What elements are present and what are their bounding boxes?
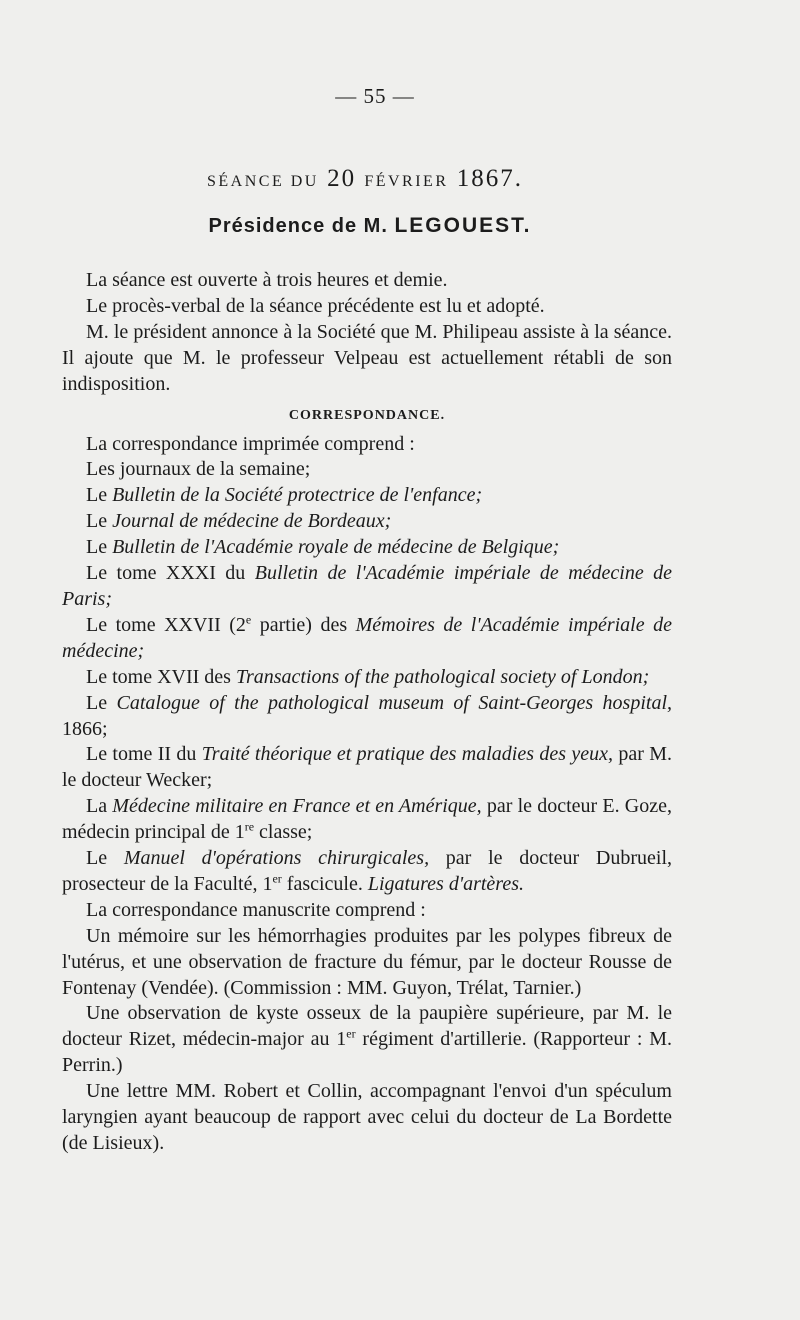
publication-title: Journal de médecine de Bordeaux;: [112, 510, 392, 533]
superscript: e: [245, 612, 252, 627]
session-title: [0, 165, 730, 193]
list-item: Une lettre MM. Robert et Collin, accompagnant l'envoi d'un spéculum laryngien ayant beaucoup de rapport avec celui du docteur de La Bordette (de Lisieux).: [62, 1080, 672, 1154]
opening-paragraph: La séance est ouverte à trois heures et demie.: [86, 269, 448, 291]
list-item: [62, 742, 672, 794]
list-item: [62, 483, 672, 509]
publication-title: Bulletin de la Société protectrice de l'enfance;: [112, 484, 483, 507]
publication-title: Traité théorique et pratique des maladies des yeux,: [201, 743, 613, 766]
presidency-prefix: Présidence de M.: [208, 215, 388, 237]
item-text: Le: [86, 510, 113, 533]
list-item: Les journaux de la semaine;: [86, 458, 311, 481]
publication-title: Bulletin de l'Académie impériale de médecine de Paris;: [62, 562, 673, 610]
item-text: partie) des: [251, 613, 356, 636]
superscript: er: [272, 871, 282, 886]
printed-correspondance-intro: La correspondance imprimée comprend :: [86, 432, 415, 455]
item-text: par le docteur Dubrueil, prosecteur de la Faculté, 1: [62, 847, 672, 895]
publication-title: Manuel d'opérations chirurgicales,: [123, 847, 430, 870]
list-item: [62, 509, 672, 535]
session-month: FÉVRIER: [364, 173, 449, 190]
superscript: er: [346, 1026, 356, 1041]
item-text: Le: [86, 691, 117, 714]
item-text: 1866;: [62, 717, 108, 740]
manuscript-correspondance-intro: La correspondance manuscrite comprend :: [86, 898, 426, 921]
session-prefix: SÉANCE DU: [206, 173, 319, 190]
item-text: par le docteur E. Goze, médecin principal de 1: [62, 795, 673, 844]
publication-title: Catalogue of the pathological museum of Saint-Georges hospital,: [116, 691, 672, 714]
list-item: [62, 561, 672, 613]
list-item: [62, 691, 672, 743]
item-text: La: [86, 795, 113, 818]
publication-title: Mémoires de l'Académie impériale de médecine;: [62, 613, 672, 662]
list-item: [62, 794, 672, 846]
session-day: 20: [327, 165, 357, 192]
item-text: Le tome XVII des: [86, 665, 236, 688]
list-item: [62, 613, 672, 665]
superscript: re: [244, 819, 255, 834]
page-number: — 55 —: [335, 84, 415, 108]
correspondance-heading: CORRESPONDANCE.: [288, 407, 446, 423]
item-text: Le tome II du: [86, 743, 202, 766]
list-item: Un mémoire sur les hémorrhagies produites par les polypes fibreux de l'utérus, et une observation de fracture du fémur, par le docteur Rousse de Fontenay (Vendée). (Commission : MM. Guyon, Trélat, Tarnier.): [62, 924, 672, 999]
item-text: régiment d'artillerie. (Rapporteur : M. Perrin.): [62, 1028, 672, 1077]
opening-paragraph: M. le président annonce à la Société que M. Philipeau assiste à la séance. Il ajoute que M. le professeur Velpeau est actuellement rétabli de son indisposition.: [62, 320, 672, 395]
session-year: 1867.: [456, 165, 523, 192]
list-item: [62, 1001, 672, 1079]
item-text: Le: [86, 484, 113, 507]
minutes-body: [62, 268, 672, 1157]
publication-title: Transactions of the pathological society of London;: [235, 665, 650, 688]
item-text: Le tome XXXI du: [86, 562, 255, 585]
item-text: Le: [86, 847, 124, 870]
item-text: classe;: [254, 821, 313, 844]
item-text: Une observation de kyste osseux de la paupière supérieure, par M. le docteur Rizet, médecin-major au 1: [62, 1002, 672, 1051]
item-text: Le: [86, 536, 113, 559]
opening-paragraph: Le procès-verbal de la séance précédente est lu et adopté.: [86, 294, 545, 317]
publication-title: Médecine militaire en France et en Amérique,: [112, 795, 482, 818]
publication-title: Ligatures d'artères.: [367, 872, 525, 895]
president-name: LEGOUEST.: [394, 214, 532, 237]
item-text: Le tome XXVII (2: [86, 613, 246, 636]
item-text: fascicule.: [281, 872, 368, 895]
item-text: par M. le docteur Wecker;: [62, 743, 673, 792]
presidency-heading: [0, 214, 740, 238]
list-item: [62, 665, 672, 691]
publication-title: Bulletin de l'Académie royale de médecine de Belgique;: [112, 536, 560, 559]
list-item: [62, 535, 672, 561]
list-item: [62, 846, 672, 898]
